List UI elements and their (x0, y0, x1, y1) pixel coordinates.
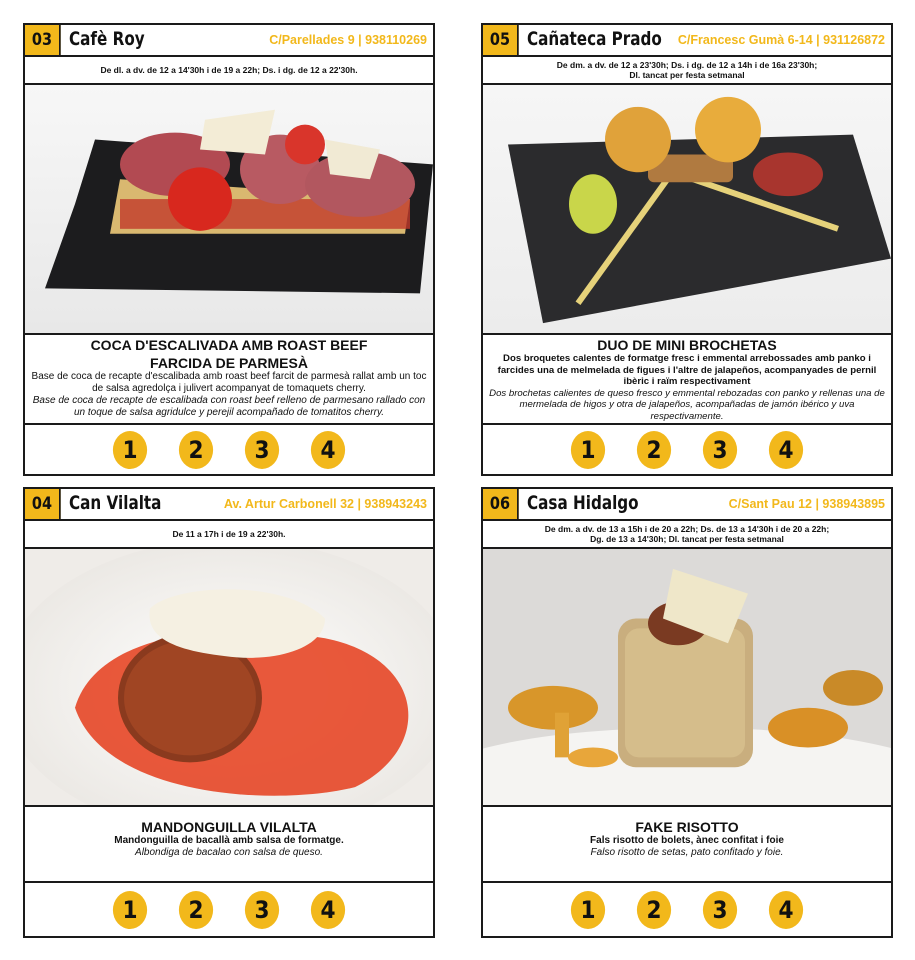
dish-description (25, 335, 433, 425)
dish-title-line: DUO DE MINI BROCHETAS (597, 337, 777, 353)
entry-number: 06 (483, 489, 519, 519)
dish-title-line: COCA D'ESCALIVADA AMB ROAST BEEF (90, 337, 368, 353)
entry-number: 05 (483, 25, 519, 55)
entry-number: 04 (25, 489, 61, 519)
vote-button-3[interactable]: 3 (703, 891, 737, 929)
opening-hours (25, 57, 433, 85)
hours-line: De dm. a dv. de 13 a 15h i de 20 a 22h; Ds. de 13 a 14'30h i de 20 a 22h; (544, 524, 830, 534)
description-catalan: Base de coca de recapte d'escalibada amb roast beef farcit de parmesà rallat amb un toc de salsa agredolça i julivert acompanyat de tomaquets cherry. (31, 371, 427, 394)
vote-button-3[interactable]: 3 (245, 891, 279, 929)
hours-line: De dl. a dv. de 12 a 14'30h i de 19 a 22h; Ds. i dg. de 12 a 22'30h. (100, 65, 358, 75)
dish-photo (483, 549, 891, 807)
restaurant-name: Can Vilalta (69, 492, 162, 514)
restaurant-address: Av. Artur Carbonell 32 | 938943243 (223, 497, 427, 511)
vote-button-2[interactable]: 2 (179, 891, 213, 929)
restaurant-address: C/Parellades 9 | 938110269 (269, 33, 427, 47)
card-header (483, 25, 891, 57)
vote-button-4[interactable]: 4 (769, 431, 803, 469)
vote-button-1[interactable]: 1 (113, 891, 147, 929)
vote-button-4[interactable]: 4 (769, 891, 803, 929)
opening-hours (25, 521, 433, 549)
dish-title-line: FARCIDA DE PARMESÀ (150, 355, 308, 371)
card-header (25, 489, 433, 521)
vote-row (483, 425, 891, 474)
restaurant-name: Cañateca Prado (527, 28, 662, 50)
vote-row (483, 883, 891, 936)
dish-photo (25, 85, 433, 335)
restaurant-name: Casa Hidalgo (527, 492, 639, 514)
vote-button-1[interactable]: 1 (113, 431, 147, 469)
vote-button-4[interactable]: 4 (311, 891, 345, 929)
dish-title-line: MANDONGUILLA VILALTA (141, 819, 317, 835)
description-catalan: Fals risotto de bolets, ànec confitat i foie (590, 835, 784, 846)
card-header (25, 25, 433, 57)
card-casa-hidalgo (481, 487, 893, 938)
vote-button-2[interactable]: 2 (179, 431, 213, 469)
description-spanish: Albondiga de bacalao con salsa de queso. (135, 847, 323, 858)
card-cafe-roy (23, 23, 435, 476)
dish-photo (483, 85, 891, 335)
card-can-vilalta (23, 487, 435, 938)
vote-button-1[interactable]: 1 (571, 431, 605, 469)
hours-line: Dl. tancat per festa setmanal (629, 70, 745, 80)
description-spanish: Dos brochetas calientes de queso fresco y emmental rebozadas con panko y rellenas una de mermelada de higos y otra de jalapeños, acompañadas de jamón ibérico y uva respectivamente. (489, 387, 885, 422)
entry-number: 03 (25, 25, 61, 55)
vote-button-4[interactable]: 4 (311, 431, 345, 469)
hours-line: De 11 a 17h i de 19 a 22'30h. (172, 529, 286, 539)
hours-line: Dg. de 13 a 14'30h; Dl. tancat per festa setmanal (590, 534, 784, 544)
restaurant-address: C/Francesc Gumà 6-14 | 931126872 (677, 33, 885, 47)
opening-hours (483, 57, 891, 85)
vote-button-2[interactable]: 2 (637, 431, 671, 469)
description-catalan: Dos broquetes calentes de formatge fresc i emmental arrebossades amb panko i farcides una de melmelada de figues i l'altre de jalapeños, acompanyades de pernil ibèric i raïm respectivament (497, 353, 877, 387)
opening-hours (483, 521, 891, 549)
vote-row (25, 883, 433, 936)
card-header (483, 489, 891, 521)
dish-description (25, 807, 433, 883)
vote-button-3[interactable]: 3 (245, 431, 279, 469)
vote-button-2[interactable]: 2 (637, 891, 671, 929)
dish-description (483, 335, 891, 425)
hours-line: De dm. a dv. de 12 a 23'30h; Ds. i dg. de 12 a 14h i de 16a 23'30h; (556, 60, 818, 70)
card-canateca-prado (481, 23, 893, 476)
restaurant-name: Cafè Roy (69, 28, 145, 50)
restaurant-address: C/Sant Pau 12 | 938943895 (728, 497, 885, 511)
dish-title-line: FAKE RISOTTO (635, 819, 739, 835)
dish-photo (25, 549, 433, 807)
description-catalan: Mandonguilla de bacallà amb salsa de formatge. (114, 835, 344, 846)
vote-row (25, 425, 433, 474)
dish-description (483, 807, 891, 883)
description-spanish: Base de coca de recapte de escalibada con roast beef relleno de parmesano rallado con un toque de salsa agridulce y perejil acompañado de tomatitos cherry. (32, 395, 426, 418)
description-spanish: Falso risotto de setas, pato confitado y foie. (590, 847, 784, 858)
vote-button-3[interactable]: 3 (703, 431, 737, 469)
vote-button-1[interactable]: 1 (571, 891, 605, 929)
